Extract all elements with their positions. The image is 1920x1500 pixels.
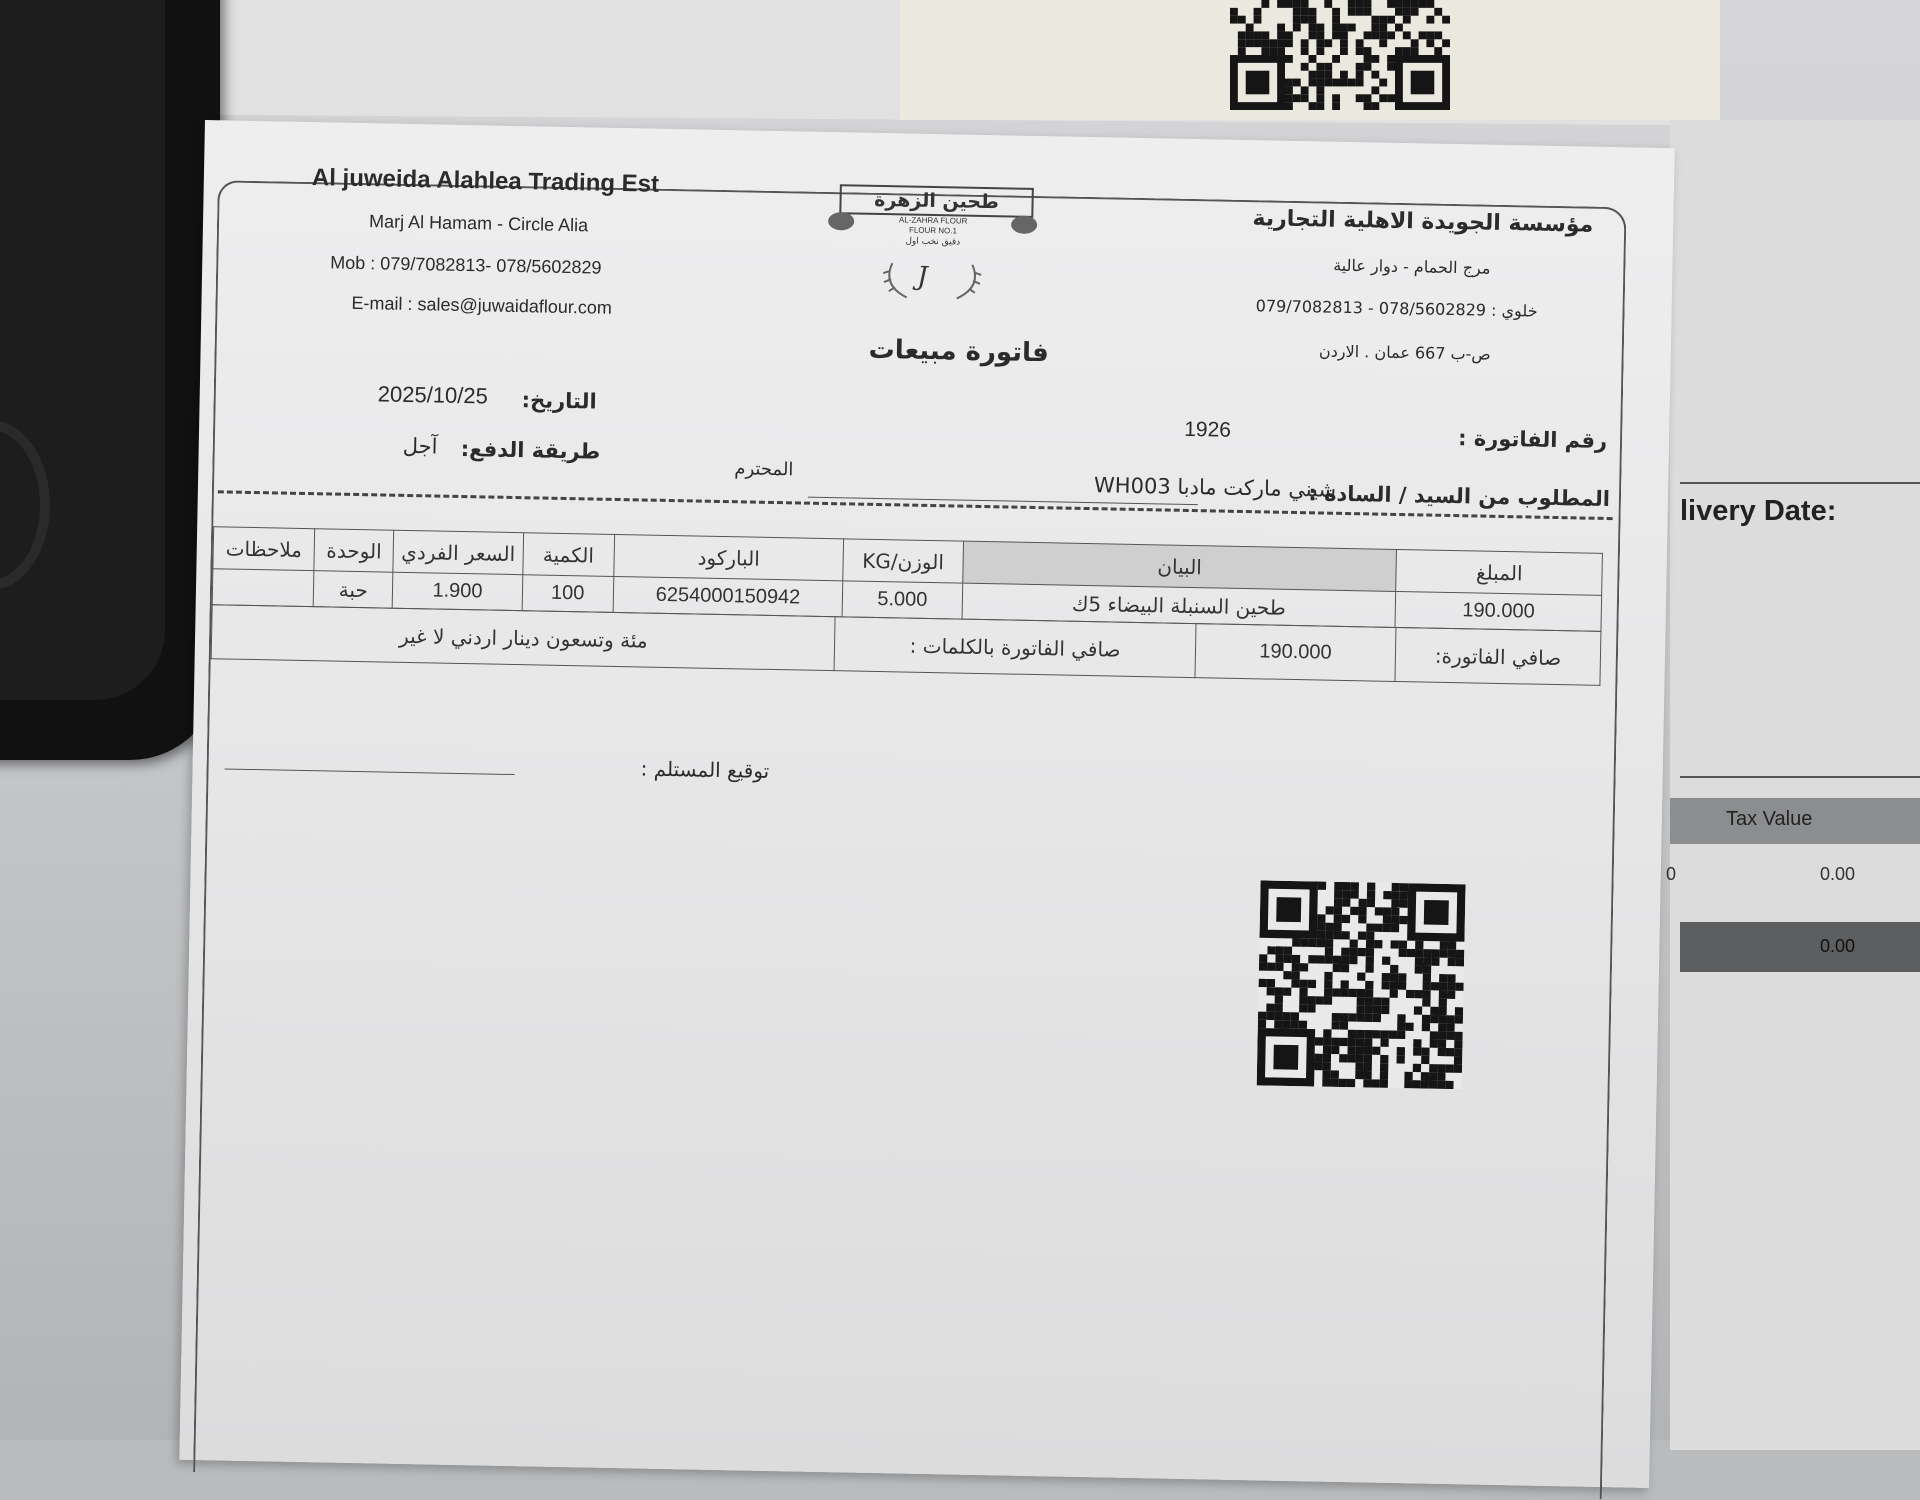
side-row-prefix: 0 [1666,864,1677,884]
cell-notes [212,569,314,607]
phone-device [0,0,220,760]
phone-screen [0,0,165,700]
side-divider [1680,776,1920,778]
invoice-frame [193,180,1627,1499]
header-description: البيان [962,541,1397,591]
date-value: 2025/10/25 [377,381,489,409]
header-unit: الوحدة [314,529,394,573]
logo-brand-ar: طحين الزهرة [839,184,1034,218]
company-email-en: E-mail : sales@juwaidaflour.com [351,292,613,318]
net-total-value: 190.000 [1195,624,1397,682]
laurel-wreath-icon [877,255,988,307]
company-address-ar: مرج الحمام - دوار عالية [1332,255,1491,278]
company-logo [822,184,1034,308]
cell-unit-price: 1.900 [393,572,523,610]
tax-total: 0.00 [1820,936,1856,956]
logo-medal-right [1011,215,1037,233]
cell-unit: حبة [313,571,393,609]
company-pobox-ar: ص-ب 667 عمان . الاردن [1318,341,1491,364]
payment-method-value: آجل [402,433,438,459]
total-in-words: مئة وتسعون دينار اردني لا غير [211,605,835,671]
logo-medal-left [828,212,854,230]
side-divider [1680,482,1920,484]
invoice-qr-code [1257,880,1466,1089]
company-name-ar: مؤسسة الجويدة الاهلية التجارية [1252,206,1594,238]
tax-total-bar [1680,922,1920,972]
cell-amount: 190.000 [1395,591,1601,631]
cell-description: طحين السنبلة البيضاء 5ك [962,583,1397,627]
header-weight: الوزن/KG [843,539,963,583]
company-mobile-ar: خلوي : 078/5602829 - 079/7082813 [1255,296,1538,321]
logo-grade: FLOUR NO.1 [908,225,958,236]
honorific: المحترم [734,458,794,481]
logo-brand-en: AL-ZAHRA FLOUR [898,215,968,226]
header-barcode: الباركود [614,534,844,580]
company-address-en: Marj Al Hamam - Circle Alia [368,211,589,236]
delivery-date-label: livery Date: [1680,495,1837,527]
tax-value-header-label: Tax Value [1726,808,1813,830]
tax-value: 0.00 [1820,864,1856,884]
header-amount: المبلغ [1396,549,1602,595]
side-document [1670,120,1920,1450]
top-qr-code [1200,0,1480,110]
invoice-title: فاتورة مبيعات [868,334,1050,369]
company-name-en: Al juweida Alahlea Trading Est [311,164,660,198]
recipient-signature-label: توقيع المستلم : [640,756,770,783]
company-mobile-en: Mob : 079/7082813- 078/5602829 [330,252,602,278]
date-label: التاريخ: [521,388,597,414]
invoice-number-value: 1926 [1184,417,1232,442]
tax-value-header [1670,798,1920,844]
total-in-words-label: صافي الفاتورة بالكلمات : [835,617,1196,678]
cell-weight: 5.000 [842,581,962,619]
net-total-label: صافي الفاتورة: [1395,627,1601,685]
invoice-sheet [179,120,1677,1488]
customer-label: المطلوب من السيد / السادة : [1308,481,1611,512]
logo-tagline: دقيق نخب اول [905,236,961,248]
cell-quantity: 100 [522,575,614,613]
customer-name: شيني ماركت مادبا WH003 [1093,473,1337,502]
logo-monogram: J [916,261,928,292]
header-unit-price: السعر الفردي [393,530,523,574]
payment-method-label: طريقة الدفع: [460,436,601,464]
invoice-number-label: رقم الفاتورة : [1457,426,1608,453]
header-quantity: الكمية [522,533,614,577]
header-notes: ملاحظات [213,527,315,571]
cell-barcode: 6254000150942 [613,576,843,616]
